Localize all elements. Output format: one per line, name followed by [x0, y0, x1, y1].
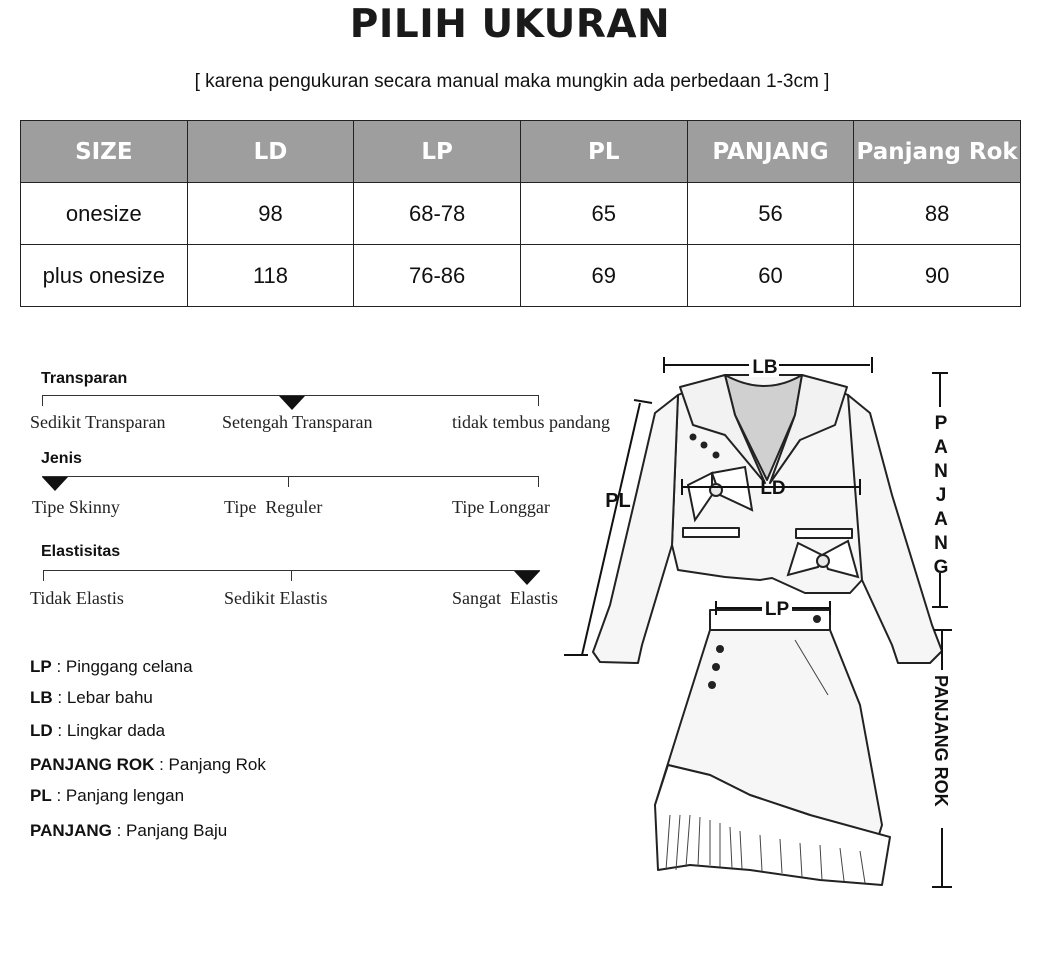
label-panjang-letter: N: [934, 461, 948, 482]
pocket-left: [683, 528, 739, 537]
legend-item-lb: [30, 688, 153, 708]
scale-option: Tipe Longgar: [452, 497, 550, 517]
header-panjang: PANJANG: [687, 121, 854, 183]
label-panjang-letter: A: [934, 437, 948, 458]
legend-item-panjang: [30, 821, 227, 841]
legend-item-panjang-rok: [30, 755, 266, 775]
legend-desc: : Lebar bahu: [52, 688, 153, 707]
legend-abbr: LB: [30, 688, 53, 707]
scale-tick: [43, 571, 44, 581]
size-table: [20, 120, 1021, 307]
legend-abbr: PL: [30, 786, 52, 805]
scale-option: tidak tembus pandang: [452, 412, 610, 432]
table-cell: 56: [687, 183, 854, 245]
table-cell: 68-78: [354, 183, 521, 245]
scale-option: Tidak Elastis: [30, 588, 124, 608]
table-cell: 98: [187, 183, 354, 245]
table-cell: 118: [187, 245, 354, 307]
label-panjang-letter: G: [933, 557, 949, 578]
scale-option: Sedikit Elastis: [224, 588, 328, 608]
label-lb: LB: [752, 357, 778, 378]
scale-option-selected: Sangat Elastis: [452, 588, 558, 608]
label-panjang-rok: PANJANG ROK: [931, 675, 951, 807]
scale-tick: [42, 396, 43, 406]
scale-option-selected: Setengah Transparan: [222, 412, 373, 432]
scale-marker-transparan: [279, 396, 305, 410]
label-panjang: [934, 413, 949, 578]
header-panjang-rok: Panjang Rok: [854, 121, 1021, 183]
label-panjang-letter: N: [934, 533, 948, 554]
scale-option-selected: Tipe Skinny: [32, 497, 120, 517]
header-size: SIZE: [21, 121, 188, 183]
table-cell: 76-86: [354, 245, 521, 307]
scale-option: Sedikit Transparan: [30, 412, 166, 432]
page-title: PILIH UKURAN: [349, 2, 671, 47]
legend-item-ld: [30, 721, 165, 741]
scale-title-elastisitas: Elastisitas: [41, 543, 121, 560]
legend-desc: : Lingkar dada: [52, 721, 166, 740]
scale-line-jenis: [42, 476, 539, 477]
scale-tick: [288, 477, 289, 487]
label-panjang-letter: P: [934, 413, 948, 434]
scale-tick: [538, 477, 539, 487]
header-lp: LP: [354, 121, 521, 183]
label-lp: LP: [764, 599, 790, 620]
garment-diagram: [560, 345, 960, 905]
legend-abbr: LD: [30, 721, 53, 740]
scale-title-jenis: Jenis: [41, 450, 82, 467]
legend-abbr: LP: [30, 657, 52, 676]
label-panjang-letter: J: [935, 485, 947, 506]
scale-marker-jenis: [42, 477, 68, 491]
scale-option: Tipe Reguler: [224, 497, 323, 517]
legend-desc: : Pinggang celana: [51, 657, 193, 676]
table-cell: onesize: [21, 183, 188, 245]
pocket-right: [796, 529, 852, 538]
jacket-sleeve-left: [593, 395, 678, 663]
label-panjang-letter: A: [934, 509, 948, 530]
label-ld: LD: [760, 478, 786, 499]
legend-abbr: PANJANG ROK: [30, 755, 155, 774]
table-cell: 60: [687, 245, 854, 307]
label-pl: PL: [605, 490, 631, 512]
table-cell: plus onesize: [21, 245, 188, 307]
header-pl: PL: [520, 121, 687, 183]
legend-item-pl: [30, 786, 184, 806]
table-cell: 65: [520, 183, 687, 245]
table-row: [21, 183, 1021, 245]
table-header-row: [21, 121, 1021, 183]
scale-tick: [538, 396, 539, 406]
scale-tick: [291, 571, 292, 581]
jacket-sleeve-right: [848, 395, 942, 663]
scale-title-transparan: Transparan: [41, 370, 128, 387]
table-row: [21, 245, 1021, 307]
table-cell: 88: [854, 183, 1021, 245]
table-cell: 90: [854, 245, 1021, 307]
legend-item-lp: [30, 657, 193, 677]
legend-desc: : Panjang Rok: [154, 755, 266, 774]
legend-abbr: PANJANG: [30, 821, 112, 840]
legend-desc: : Panjang lengan: [51, 786, 185, 805]
measurement-note: [ karena pengukuran secara manual maka mungkin ada perbedaan 1-3cm ]: [194, 71, 830, 92]
legend-desc: : Panjang Baju: [111, 821, 228, 840]
header-ld: LD: [187, 121, 354, 183]
table-cell: 69: [520, 245, 687, 307]
scale-marker-elastisitas: [514, 571, 540, 585]
